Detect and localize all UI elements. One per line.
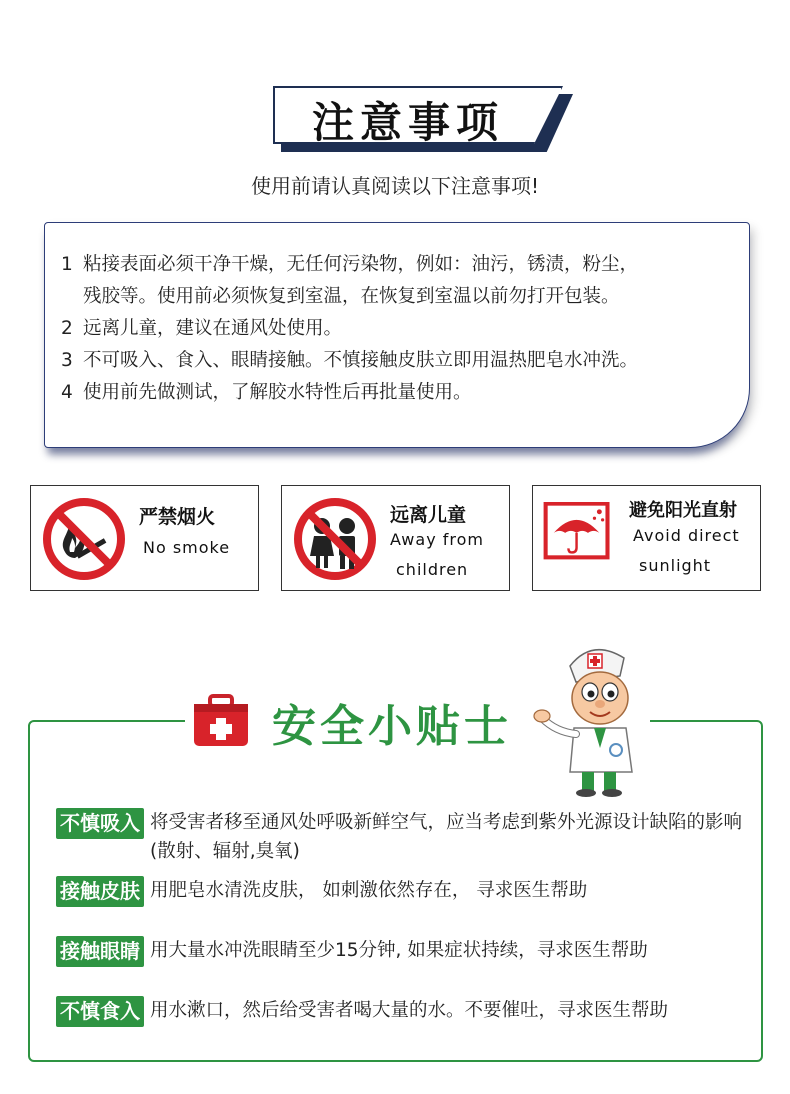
tip-text: 将受害者移至通风处呼吸新鲜空气，应当考虑到紫外光源设计缺陷的影响(散射、辐射,臭氧) [150,812,743,862]
tip-text: 用水漱口，然后给受害者喝大量的水。不要催吐，寻求医生帮助 [150,1000,669,1021]
note-text: 粘接表面必须干净干燥，无任何污染物，例如：油污，锈渍，粉尘， [83,254,639,275]
tip-row [56,996,746,1027]
tip-row [56,876,746,907]
umbrella-sun-icon [539,502,619,572]
tip-label: 接触皮肤 [56,876,144,907]
safety-tips-title: 安全小贴士 [272,701,512,752]
tip-label: 接触眼睛 [56,936,144,967]
page-title: 注意事项 [311,98,504,147]
note-item [61,281,741,313]
sign-english-text: children [396,560,469,579]
note-number: 2 [61,318,73,339]
note-text: 残胶等。使用前必须恢复到室温，在恢复到室温以前勿打开包装。 [83,286,620,307]
note-number: 4 [61,382,73,403]
page-subtitle: 使用前请认真阅读以下注意事项! [250,174,540,198]
note-number: 1 [61,254,73,275]
tip-text: 用肥皂水清洗皮肤， 如刺激依然存在， 寻求医生帮助 [150,880,588,901]
sign-avoid-sunlight [532,485,761,591]
note-number: 3 [61,350,73,371]
tip-row [56,808,746,866]
tip-row [56,936,746,967]
title-banner [273,86,573,152]
sign-away-from-children [281,485,510,591]
sign-title: 严禁烟火 [139,506,216,528]
sign-title: 避免阳光直射 [629,500,737,521]
note-item [61,345,741,377]
sign-english-text: Avoid direct [633,526,740,545]
note-item [61,313,741,345]
note-text: 不可吸入、食入、眼睛接触。不慎接触皮肤立即用温热肥皂水冲洗。 [83,350,639,371]
sign-english-text: sunlight [639,556,712,575]
away-from-children-icon [292,496,378,582]
doctor-mascot-icon [532,636,654,798]
note-text: 远离儿童，建议在通风处使用。 [83,318,343,339]
sign-title: 远离儿童 [390,504,467,526]
tip-label: 不慎食入 [56,996,144,1027]
note-item [61,377,741,409]
sign-english-text: Away from [390,530,484,549]
no-smoke-icon [41,496,127,582]
note-text: 使用前先做测试，了解胶水特性后再批量使用。 [83,382,472,403]
notes-card [44,222,750,448]
note-item [61,249,741,281]
tip-text: 用大量水冲洗眼睛至少15分钟, 如果症状持续，寻求医生帮助 [150,940,648,961]
sign-english-text: No smoke [143,538,231,557]
first-aid-kit-icon [192,692,250,750]
tip-label: 不慎吸入 [56,808,144,839]
notes-list [61,249,741,409]
sign-no-smoke [30,485,259,591]
note-number [61,281,83,313]
